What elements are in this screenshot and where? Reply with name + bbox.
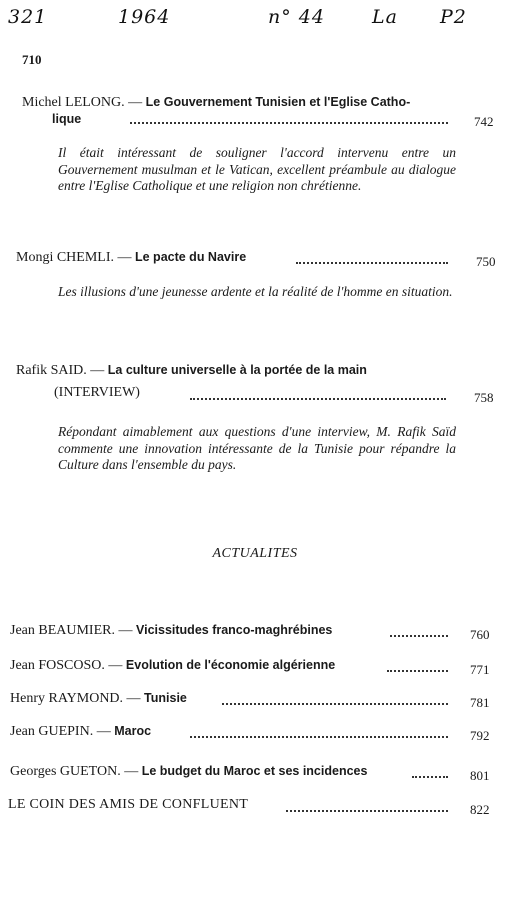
news-dash: — — [126, 691, 141, 706]
news-title: Tunisie — [144, 691, 187, 705]
article-1-title-cont: lique — [52, 112, 82, 126]
article-author: Mongi CHEMLI. — [16, 250, 114, 265]
article-3-summary: Répondant aimablement aux questions d'une interview, M. Rafik Saïd commente une innovation intéressante de la Tunisie pour répandre la Culture dans l'ensemble du pays. — [58, 424, 456, 472]
news-entry-3 — [10, 690, 187, 707]
news-title: Maroc — [114, 724, 152, 738]
news-title: Vicissitudes franco-maghrébines — [136, 623, 333, 637]
article-1-heading — [22, 94, 410, 111]
article-author: Michel LELONG. — [22, 95, 125, 110]
news-4-page: 792 — [470, 728, 490, 743]
news-entry-2 — [10, 657, 335, 674]
article-3-page: 758 — [474, 390, 494, 405]
news-dash: — — [108, 658, 123, 673]
dot-leader — [190, 398, 446, 400]
handwritten-ref: 321 — [8, 6, 48, 28]
dot-leader — [130, 122, 448, 124]
page-number: 710 — [22, 52, 42, 67]
dot-leader — [412, 776, 448, 778]
news-1-page: 760 — [470, 627, 490, 642]
article-title: Le Gouvernement Tunisien et l'Eglise Catho- — [145, 95, 411, 109]
news-author: Georges GUETON. — [10, 764, 121, 779]
news-6-page: 822 — [470, 802, 490, 817]
handwritten-year: 1964 — [118, 6, 171, 28]
news-author: Jean FOSCOSO. — [10, 658, 105, 673]
article-2-summary: Les illusions d'une jeunesse ardente et la réalité de l'homme en situation. — [58, 284, 453, 299]
news-title: Le budget du Maroc et ses incidences — [141, 764, 368, 778]
dot-leader — [286, 810, 448, 812]
handwritten-name: La — [372, 6, 398, 28]
article-title: Le pacte du Navire — [135, 250, 247, 264]
news-2-page: 771 — [470, 662, 490, 677]
article-1-page: 742 — [474, 114, 494, 129]
news-dash: — — [124, 764, 139, 779]
section-heading: ACTUALITES — [212, 546, 298, 561]
article-dash: — — [128, 95, 143, 110]
article-dash: — — [90, 363, 105, 378]
news-entry-6 — [8, 797, 248, 813]
handwritten-page: P2 — [440, 6, 467, 28]
news-3-page: 781 — [470, 695, 490, 710]
news-author: Henry RAYMOND. — [10, 691, 124, 706]
dot-leader — [222, 703, 448, 705]
article-1-summary: Il était intéressant de souligner l'accord intervenu entre un Gouvernement musulman et le Vatican, excellent préambule au dialogue entre l'Eglise Catholique et une religion non chrétienne. — [58, 145, 456, 193]
news-entry-4 — [10, 723, 151, 740]
news-entry-5 — [10, 763, 367, 780]
article-3-title-cont: (INTERVIEW) — [54, 385, 140, 400]
news-title: Evolution de l'économie algérienne — [125, 658, 336, 672]
news-author: Jean GUEPIN. — [10, 724, 94, 739]
article-author: Rafik SAID. — [16, 363, 87, 378]
handwritten-issue: n° 44 — [268, 6, 325, 28]
news-dash: — — [96, 724, 111, 739]
dot-leader — [390, 635, 448, 637]
news-title: LE COIN DES AMIS DE CONFLUENT — [8, 797, 249, 812]
news-5-page: 801 — [470, 768, 490, 783]
news-entry-1 — [10, 622, 332, 639]
news-dash: — — [118, 623, 133, 638]
dot-leader — [190, 736, 448, 738]
article-title: La culture universelle à la portée de la main — [107, 363, 367, 377]
article-2-page: 750 — [476, 254, 496, 269]
dot-leader — [387, 670, 448, 672]
news-author: Jean BEAUMIER. — [10, 623, 115, 638]
dot-leader — [296, 262, 448, 264]
article-2-heading — [16, 249, 246, 266]
article-dash: — — [117, 250, 132, 265]
article-3-heading — [16, 362, 367, 379]
